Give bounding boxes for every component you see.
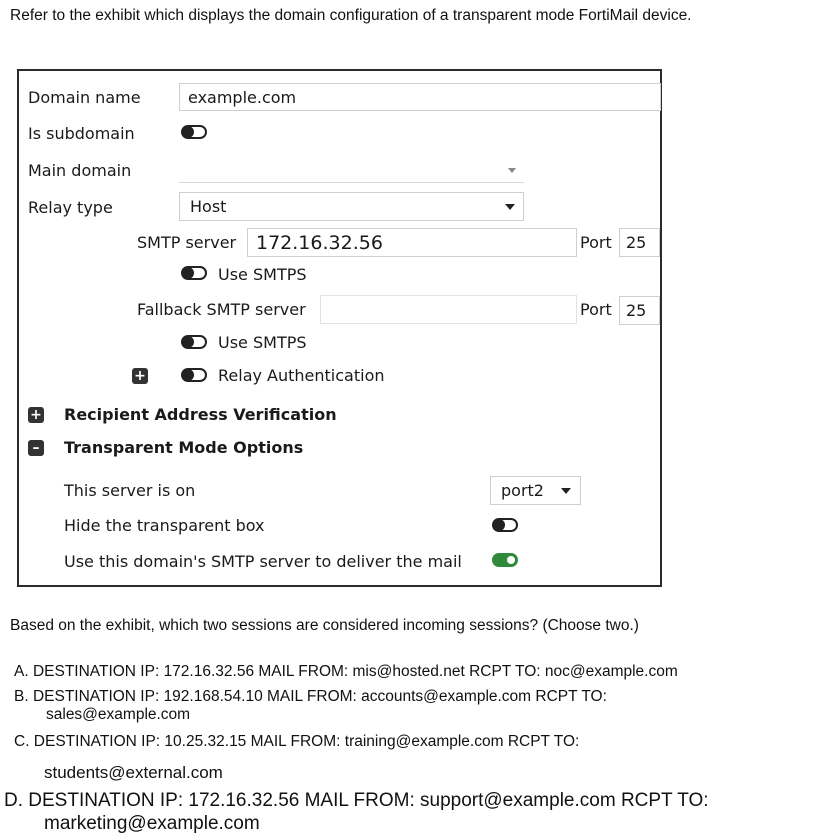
is-subdomain-label: Is subdomain xyxy=(28,124,135,143)
fallback-smtp-input[interactable] xyxy=(320,295,577,324)
fallback-port-value: 25 xyxy=(626,301,647,320)
recipient-verification-section[interactable]: Recipient Address Verification xyxy=(64,405,337,424)
relay-type-select[interactable] xyxy=(179,192,524,221)
option-d[interactable]: D. DESTINATION IP: 172.16.32.56 MAIL FROM: support@example.com RCPT TO: xyxy=(4,790,709,811)
main-domain-label: Main domain xyxy=(28,161,132,180)
option-c-continued: students@external.com xyxy=(44,763,223,782)
domain-name-input[interactable] xyxy=(179,83,661,111)
relay-type-label: Relay type xyxy=(28,198,113,217)
smtp-port-label: Port xyxy=(580,233,612,252)
use-domain-smtp-toggle[interactable] xyxy=(492,553,518,567)
hide-box-label: Hide the transparent box xyxy=(64,516,265,535)
main-domain-select[interactable] xyxy=(179,155,524,183)
option-c[interactable]: C. DESTINATION IP: 10.25.32.15 MAIL FROM: training@example.com RCPT TO: xyxy=(14,733,580,750)
option-a[interactable]: A. DESTINATION IP: 172.16.32.56 MAIL FROM: mis@hosted.net RCPT TO: noc@example.com xyxy=(14,663,678,680)
server-on-select[interactable] xyxy=(490,476,581,505)
server-on-chevron-down-icon xyxy=(561,488,571,494)
domain-name-value: example.com xyxy=(188,87,297,107)
smtp-server-label: SMTP server xyxy=(137,233,237,252)
main-domain-chevron-down-icon xyxy=(508,168,516,173)
relay-type-value: Host xyxy=(190,197,227,216)
smtp-server-input[interactable] xyxy=(247,228,577,257)
recipient-verification-expand-icon[interactable]: + xyxy=(28,407,44,423)
use-smtps-toggle[interactable] xyxy=(181,266,207,280)
server-on-label: This server is on xyxy=(64,481,196,500)
use-domain-smtp-label: Use this domain's SMTP server to deliver the mail xyxy=(64,552,462,571)
domain-name-label: Domain name xyxy=(28,88,141,107)
relay-auth-label: Relay Authentication xyxy=(218,366,385,385)
transparent-options-section[interactable]: Transparent Mode Options xyxy=(64,438,304,457)
smtp-port-value: 25 xyxy=(626,233,647,252)
fallback-port-input[interactable] xyxy=(619,296,660,325)
use-smtps-label: Use SMTPS xyxy=(218,265,307,284)
server-on-value: port2 xyxy=(501,481,544,500)
fallback-use-smtps-toggle[interactable] xyxy=(181,335,207,349)
option-b-continued: sales@example.com xyxy=(46,706,191,723)
question-text: Based on the exhibit, which two sessions are considered incoming sessions? (Choose two.) xyxy=(10,617,639,634)
exhibit-intro: Refer to the exhibit which displays the domain configuration of a transparent mode FortiMail device. xyxy=(10,7,692,24)
is-subdomain-toggle[interactable] xyxy=(181,125,207,139)
relay-auth-toggle[interactable] xyxy=(181,368,207,382)
relay-auth-expand-icon[interactable]: + xyxy=(132,368,148,384)
option-d-continued: marketing@example.com xyxy=(44,813,260,834)
relay-type-chevron-down-icon xyxy=(505,204,515,210)
fallback-port-label: Port xyxy=(580,300,612,319)
smtp-port-input[interactable] xyxy=(619,228,660,257)
option-b[interactable]: B. DESTINATION IP: 192.168.54.10 MAIL FROM: accounts@example.com RCPT TO: xyxy=(14,688,607,705)
fallback-smtp-label: Fallback SMTP server xyxy=(137,300,306,319)
hide-box-toggle[interactable] xyxy=(492,518,518,532)
transparent-options-collapse-icon[interactable]: – xyxy=(28,440,44,456)
domain-config-panel xyxy=(17,69,662,587)
fallback-use-smtps-label: Use SMTPS xyxy=(218,333,307,352)
smtp-server-value: 172.16.32.56 xyxy=(256,231,383,254)
